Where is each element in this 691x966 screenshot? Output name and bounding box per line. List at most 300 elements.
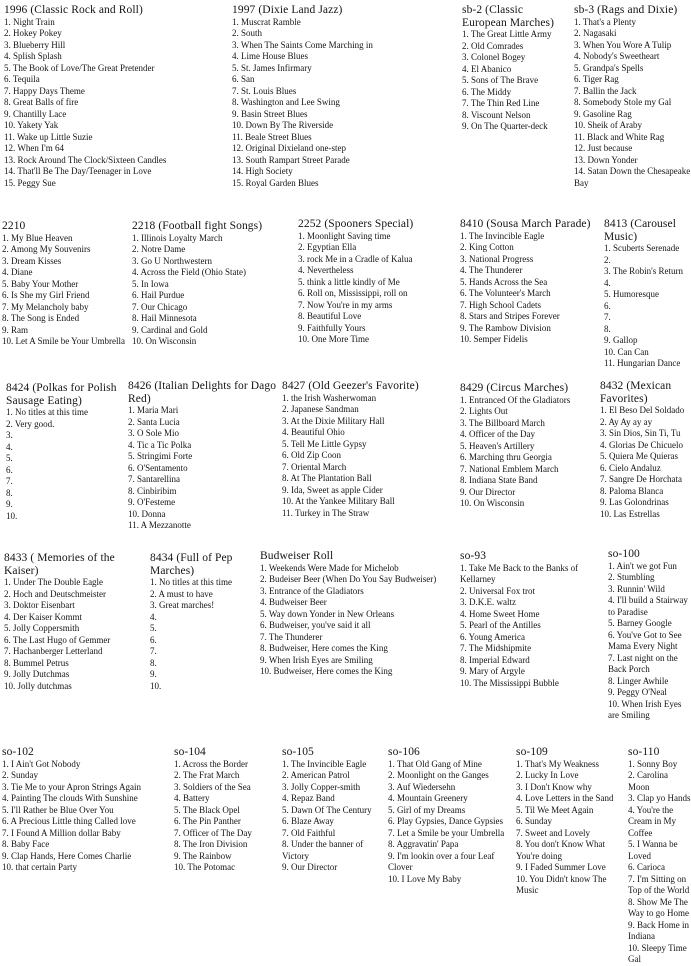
song-item: 10. Semper Fidelis — [460, 334, 528, 344]
song-list — [460, 563, 604, 690]
song-item: 3. National Progress — [460, 253, 534, 264]
song-item: 10. The Potomac — [174, 862, 236, 872]
song-item: 7. The Thin Red Line — [462, 98, 540, 108]
list-block-2252 — [298, 218, 458, 368]
song-item: 7. I Found A Million dollar Baby — [2, 827, 121, 838]
song-item: 10. When Irish Eyes are Smiling — [608, 698, 682, 720]
song-item: 4. Battery — [174, 793, 210, 803]
song-list — [462, 29, 570, 133]
list-block-2218 — [132, 220, 296, 370]
song-item: 7. Old Faithful — [282, 827, 336, 838]
song-item: 6. Is She my Girl Friend — [2, 290, 90, 300]
song-item: 9. Jolly Dutchmas — [4, 669, 70, 679]
song-item: 10. Yakety Yak — [4, 120, 59, 130]
song-item: 4. Glorias De Chicuelo — [600, 439, 683, 450]
song-item: 1. Night Train — [4, 16, 55, 27]
song-item: 6. Carioca — [628, 862, 665, 872]
block-title: 8413 (Carousel Music) — [604, 218, 676, 243]
song-list — [2, 759, 170, 874]
song-item: 7. National Emblem March — [460, 463, 559, 474]
song-item: 5. think a little kindly of Me — [298, 276, 400, 287]
song-item: 6. Young America — [460, 631, 525, 642]
list-block-so106 — [388, 746, 512, 936]
song-item: 7. Sangre De Horchata — [600, 474, 682, 484]
song-item: 10. At the Yankee Military Ball — [282, 496, 395, 506]
song-item: 8. Washington and Lee Swing — [232, 97, 340, 107]
song-item: 9. I Faded Summer Love — [516, 862, 606, 872]
list-block-8413 — [604, 218, 691, 376]
song-item: 4. Nevertheless — [298, 265, 354, 275]
song-item: 4. Tic a Tic Polka — [128, 439, 192, 450]
block-title: 8429 (Circus Marches) — [460, 382, 569, 394]
song-item: 9. Basin Street Blues — [232, 108, 308, 119]
song-list — [460, 395, 600, 510]
song-item: 3. rock Me in a Cradle of Kalua — [298, 253, 413, 264]
song-item: 1. No titles at this time — [150, 577, 232, 587]
song-item: 10. Las Estrellas — [600, 508, 660, 519]
block-title: sb-3 (Rags and Dixie) — [574, 4, 678, 16]
song-item: 2. South — [232, 28, 263, 38]
song-item: 7. Ballin the Jack — [574, 85, 637, 96]
song-item: 9. Gallop — [604, 335, 638, 345]
song-item: 8. At The Plantation Ball — [282, 473, 372, 483]
song-item: 5. Quiera Me Quieras — [600, 451, 678, 461]
song-list — [460, 231, 600, 346]
song-item: 9. Cardinal and Gold — [132, 324, 208, 335]
song-item: 10. Let A Smile be Your Umbrella — [2, 336, 125, 346]
song-item: 2. Hoch and Deutschmeister — [4, 588, 106, 599]
song-item: 13. Rock Around The Clock/Sixteen Candles — [4, 154, 167, 165]
list-block-so93 — [460, 550, 604, 718]
song-item: 11. Hungarian Dance — [604, 358, 681, 368]
song-item: 9. — [6, 499, 13, 509]
song-item: 4. Nobody's Sweetheart — [574, 51, 660, 61]
song-item: 1. the Irish Washerwoman — [282, 392, 377, 403]
block-title: so-105 — [282, 746, 314, 758]
song-item: 2. Lights Out — [460, 406, 508, 416]
song-item: 5. Pearl of the Antilles — [460, 620, 541, 630]
list-block-8429 — [460, 382, 600, 542]
song-item: 4. Diane — [2, 267, 33, 277]
song-list — [260, 563, 458, 678]
song-item: 3. Go U Northwestern — [132, 255, 212, 266]
song-item: 7. I'm Sitting on Top of the World — [628, 873, 690, 895]
song-item: 10. Sleepy Time Gal — [628, 942, 687, 964]
song-item: 8. The Iron Division — [174, 839, 248, 849]
song-item: 7. The Thunderer — [260, 631, 323, 642]
song-item: 6. — [604, 300, 611, 311]
song-item: 3. I Don't Know why — [516, 781, 592, 792]
song-item: 6. Hail Purdue — [132, 290, 185, 300]
song-list — [298, 231, 458, 346]
song-item: 6. Tequila — [4, 74, 40, 84]
song-item: 13. South Rampart Street Parade — [232, 154, 350, 165]
song-item: 3. Sin Dios, Sin Ti, Tu — [600, 428, 681, 438]
song-item: 1. The Invincible Eagle — [282, 758, 367, 769]
song-item: 1. Across the Border — [174, 758, 248, 769]
song-item: 7. Oriental March — [282, 461, 347, 472]
list-block-1996 — [4, 4, 228, 216]
song-item: 2. Japanese Sandman — [282, 404, 359, 414]
song-item: 3. Colonel Bogey — [462, 52, 526, 62]
song-item: 8. Under the banner of Victory — [282, 839, 364, 861]
song-item: 9. On The Quarter-deck — [462, 121, 548, 131]
song-item: 5. Dawn Of The Century — [282, 804, 372, 815]
song-item: 12. Original Dixieland one-step — [232, 143, 346, 153]
song-item: 10. Can Can — [604, 346, 649, 357]
song-item: 6. Sunday — [516, 816, 552, 826]
song-item: 4. Repaz Band — [282, 793, 335, 803]
song-item: 10. On Wisconsin — [460, 498, 525, 508]
song-item: 5. Heaven's Artillery — [460, 440, 535, 451]
list-block-so102 — [2, 746, 170, 936]
song-item: 5. Girl of my Dreams — [388, 804, 466, 815]
song-item: 3. When You Wore A Tulip — [574, 39, 672, 50]
song-item: 7. Santarellina — [128, 474, 180, 484]
block-title: sb-2 (Classic European Marches) — [462, 4, 555, 29]
block-title: 1997 (Dixie Land Jazz) — [232, 4, 343, 16]
song-item: 5. Barney Google — [608, 618, 672, 628]
song-item: 10. Sheik of Araby — [574, 120, 642, 130]
song-item: 5. Jolly Coppersmith — [4, 623, 80, 633]
song-item: 7. Last night on the Back Porch — [608, 652, 678, 674]
song-list — [232, 17, 460, 190]
song-item: 8. Baby Face — [2, 839, 50, 849]
song-item: 2. Notre Dame — [132, 244, 186, 254]
song-item: 4. Budweiser Beer — [260, 597, 327, 607]
song-item: 5. The Black Opel — [174, 804, 240, 815]
song-item: 9. Our Director — [282, 862, 338, 872]
song-item: 7. The Midshipmite — [460, 643, 532, 653]
song-item: 11. Beale Street Blues — [232, 131, 312, 142]
song-item: 8. The Song is Ended — [2, 313, 80, 323]
song-item: 8. Bummel Petrus — [4, 657, 69, 668]
song-item: 7. Let a Smile be your Umbrella — [388, 827, 505, 838]
song-item: 3. Soldiers of the Sea — [174, 781, 251, 792]
list-block-so105 — [282, 746, 386, 936]
song-item: 2. Carolina Moon — [628, 770, 668, 792]
song-item: 7. High School Cadets — [460, 299, 541, 310]
song-list — [128, 405, 278, 532]
song-item: 8. Aggravatin' Papa — [388, 839, 459, 849]
song-item: 6. You've Got to See Mama Every Night — [608, 629, 682, 651]
song-item: 7. Sweet and Lovely — [516, 827, 590, 838]
song-item: 12. When I'm 64 — [4, 143, 64, 153]
song-list — [388, 759, 512, 886]
song-item: 6. Play Gypsies, Dance Gypsies — [388, 816, 503, 826]
list-block-8424 — [6, 382, 124, 540]
song-item: 5. Hands Across the Sea — [460, 276, 548, 287]
song-item: 8. — [6, 487, 13, 498]
song-item: 11. Black and White Rag — [574, 131, 665, 142]
song-item: 8. Budweiser, Here comes the King — [260, 643, 388, 653]
block-title: Budweiser Roll — [260, 550, 334, 562]
song-item: 2. Egyptian Ella — [298, 242, 357, 252]
song-item: 3. Blueberry Hill — [4, 39, 66, 50]
song-item: 9. Faithfully Yours — [298, 322, 366, 333]
song-item: 3. The Robin's Return — [604, 266, 683, 276]
song-item: 1. That Old Gang of Mine — [388, 758, 482, 769]
song-item: 9. Gasoline Rag — [574, 108, 632, 119]
song-item: 2. Very good. — [6, 418, 55, 429]
song-item: 7. Now You're in my arms — [298, 299, 393, 310]
song-item: 7. Our Chicago — [132, 301, 188, 312]
song-item: 6. Tiger Rag — [574, 74, 619, 84]
song-list — [282, 759, 386, 874]
block-title: 8427 (Old Geezer's Favorite) — [282, 380, 419, 392]
song-item: 9. Chantilly Lace — [4, 108, 67, 119]
song-item: 6. The Pin Panther — [174, 816, 241, 826]
song-item: 8. Paloma Blanca — [600, 485, 664, 496]
song-item: 2. American Patrol — [282, 770, 350, 780]
song-item: 5. Til We Meet Again — [516, 804, 594, 815]
song-list — [150, 577, 256, 692]
song-item: 14. That'll Be The Day/Teenager in Love — [4, 166, 152, 176]
song-item: 2. Lucky In Love — [516, 770, 579, 780]
song-item: 1. That's My Weakness — [516, 758, 600, 769]
song-item: 3. D.K.E. waltz — [460, 597, 516, 607]
song-list — [608, 561, 691, 722]
song-item: 9. When Irish Eyes are Smiling — [260, 654, 373, 665]
song-item: 9. Peggy O'Neal — [608, 687, 667, 697]
song-item: 1. Sonny Boy — [628, 758, 678, 769]
block-title: 8410 (Sousa March Parade) — [460, 218, 591, 230]
song-item: 2. Stumbling — [608, 572, 655, 582]
song-item: 1. Illinois Loyalty March — [132, 232, 223, 243]
block-title: 8432 (Mexican Favorites) — [600, 380, 672, 405]
song-item: 3. Tie Me to your Apron Strings Again — [2, 781, 142, 792]
song-item: 8. Hail Minnesota — [132, 313, 197, 323]
song-item: 2. Ay Ay ay ay — [600, 416, 653, 427]
song-item: 9. Clap Hands, Here Comes Charlie — [2, 850, 132, 861]
song-item: 1. That's a Plenty — [574, 16, 636, 27]
song-item: 8. Cinbiribim — [128, 485, 177, 496]
list-block-so110 — [628, 746, 691, 964]
song-list — [516, 759, 624, 897]
song-item: 2. Universal Fox trot — [460, 585, 535, 596]
song-item: 4. — [604, 277, 611, 288]
song-list — [4, 17, 228, 190]
song-item: 1. My Blue Heaven — [2, 232, 73, 243]
song-item: 8. Beautiful Love — [298, 311, 362, 321]
list-block-2210 — [2, 220, 130, 370]
song-item: 2. A must to have — [150, 588, 213, 599]
song-item: 6. Old Zip Coon — [282, 450, 342, 460]
song-item: 10. One More Time — [298, 334, 370, 344]
block-title: so-93 — [460, 550, 487, 562]
song-item: 8. Great Balls of fire — [4, 97, 79, 107]
song-item: 10. The Mississippi Bubble — [460, 677, 559, 688]
song-item: 3. Entrance of the Gladiators — [260, 585, 364, 596]
song-item: 10. On Wisconsin — [132, 336, 197, 346]
block-title: so-106 — [388, 746, 420, 758]
song-item: 12. Just because — [574, 143, 633, 153]
song-item: 2. Moonlight on the Ganges — [388, 770, 489, 780]
song-item: 4. Mountain Greenery — [388, 793, 468, 803]
song-item: 9. Our Director — [460, 486, 516, 497]
song-item: 2. Santa Lucia — [128, 416, 180, 427]
song-item: 5. Stringimi Forte — [128, 451, 193, 461]
song-item: 5. In Iowa — [132, 278, 169, 289]
list-block-budweiser — [260, 550, 458, 720]
song-item: 1. Maria Mari — [128, 405, 179, 415]
block-title: 8434 (Full of Pep Marches) — [150, 552, 233, 577]
list-block-so104 — [174, 746, 280, 936]
song-item: 9. Las Golondrinas — [600, 497, 669, 507]
song-item: 4. Der Kaiser Kommt — [4, 611, 82, 622]
song-item: 5. Baby Your Mother — [2, 278, 79, 289]
song-item: 4. Lime House Blues — [232, 51, 308, 61]
song-item: 6. Budweiser, you've said it all — [260, 620, 371, 630]
song-item: 10. I Love My Baby — [388, 873, 462, 884]
song-item: 6. The Last Hugo of Gemmer — [4, 634, 111, 645]
block-title: 2252 (Spooners Special) — [298, 218, 414, 230]
song-item: 15. Peggy Sue — [4, 177, 56, 188]
list-block-so100 — [608, 548, 691, 726]
song-item: 2. Old Comrades — [462, 40, 524, 51]
song-item: 2. Nagasaki — [574, 28, 617, 38]
block-title: 8426 (Italian Delights for Dago Red) — [128, 380, 277, 405]
song-item: 3. The Billboard March — [460, 417, 545, 428]
song-item: 11. Turkey in The Straw — [282, 507, 370, 518]
song-item: 4. — [6, 441, 13, 452]
song-item: 4. — [150, 611, 157, 622]
block-title: so-102 — [2, 746, 34, 758]
song-item: 3. — [6, 430, 13, 440]
song-item: 1. Scuberts Serenade — [604, 243, 680, 253]
song-item: 3. Runnin' Wild — [608, 583, 665, 594]
song-item: 8. Viscount Nelson — [462, 109, 531, 120]
song-item: 9. Ida, Sweet as apple Cider — [282, 484, 383, 495]
song-item: 9. — [150, 669, 157, 679]
song-item: 1. Entranced Of the Gladiators — [460, 394, 571, 405]
song-item: 10. that certain Party — [2, 862, 77, 872]
block-title: 2210 — [2, 220, 26, 232]
song-item: 8. — [150, 657, 157, 668]
song-item: 1. Under The Double Eagle — [4, 577, 104, 587]
song-item: 1. Moonlight Saving time — [298, 230, 391, 241]
list-block-1997 — [232, 4, 460, 224]
song-item: 2. Hokey Pokey — [4, 28, 62, 38]
block-title: so-109 — [516, 746, 548, 758]
song-item: 10. Donna — [128, 508, 166, 519]
song-item: 14. Satan Down the Chesapeake Bay — [574, 166, 691, 188]
song-item: 2. The Frat March — [174, 770, 240, 780]
song-item: 5. Humoresque — [604, 289, 659, 299]
song-item: 5. — [150, 623, 157, 633]
list-block-8432 — [600, 380, 691, 540]
song-item: 4. El Abanico — [462, 63, 512, 74]
song-item: 3. When The Saints Come Marching in — [232, 39, 373, 50]
song-item: 9. I'm lookin over a four Leaf Clover — [388, 850, 495, 872]
song-item: 4. Officer of the Day — [460, 429, 536, 439]
song-item: 3. At the Dixie Military Hall — [282, 415, 385, 426]
song-list — [604, 243, 691, 370]
block-title: 2218 (Football fight Songs) — [132, 220, 263, 232]
song-item: 4. The Thunderer — [460, 265, 523, 275]
song-item: 7. My Melancholy baby — [2, 301, 89, 312]
song-item: 5. Tell Me Little Gypsy — [282, 438, 367, 449]
song-item: 4. Splish Splash — [4, 51, 62, 61]
song-item: 9. Mary of Argyle — [460, 666, 525, 676]
song-item: 8. Stars and Stripes Forever — [460, 311, 560, 321]
song-item: 3. Clap yo Hands — [628, 793, 691, 803]
song-item: 5. I Wanna be Loved — [628, 839, 678, 861]
song-list — [600, 405, 691, 520]
song-item: 8. You don't Know What You're doing — [516, 839, 605, 861]
song-item: 3. Great marches! — [150, 600, 215, 610]
song-item: 2. Budeiser Beer (When Do You Say Budweiser) — [260, 574, 437, 584]
list-block-8427 — [282, 380, 456, 540]
song-item: 8. Show Me The Way to go Home — [628, 896, 690, 918]
song-item: 3. O Sole Mio — [128, 428, 180, 438]
song-item: 4. You're the Cream in My Coffee — [628, 804, 676, 838]
song-item: 6. — [6, 464, 13, 475]
song-item: 9. The Rambow Division — [460, 322, 551, 333]
song-item: 6. O'Sentamento — [128, 462, 188, 473]
song-item: 5. I'll Rather be Blue Over You — [2, 804, 114, 815]
list-block-sb2 — [462, 4, 570, 214]
song-item: 10. — [6, 510, 18, 521]
song-list — [574, 17, 691, 190]
song-list — [132, 233, 296, 348]
song-item: 1. El Beso Del Soldado — [600, 405, 685, 415]
song-item: 3. Dream Kisses — [2, 255, 62, 266]
song-item: 10. Jolly dutchmas — [4, 680, 72, 691]
song-item: 7. — [150, 646, 157, 656]
song-list — [6, 407, 124, 522]
song-item: 1. The Great Little Army — [462, 29, 552, 39]
song-list — [2, 233, 130, 348]
song-item: 4. Beautiful Ohio — [282, 427, 345, 437]
list-block-so109 — [516, 746, 624, 936]
song-item: 2. King Cotton — [460, 242, 514, 252]
block-title: 8433 ( Memories of the Kaiser) — [4, 552, 115, 577]
song-item: 8. Somebody Stole my Gal — [574, 97, 672, 107]
block-title: so-104 — [174, 746, 206, 758]
list-block-8410 — [460, 218, 600, 376]
song-item: 9. The Rainbow — [174, 850, 232, 861]
block-title: so-100 — [608, 548, 640, 560]
song-item: 4. Across the Field (Ohio State) — [132, 267, 246, 277]
song-item: 7. — [604, 312, 611, 322]
song-item: 10. — [150, 680, 162, 691]
song-item: 5. Grandpa's Spells — [574, 62, 644, 73]
song-list — [174, 759, 280, 874]
song-item: 1. Ain't we got Fun — [608, 560, 677, 571]
song-item: 5. — [6, 453, 13, 463]
song-item: 9. Ram — [2, 324, 28, 335]
song-item: 8. Indiana State Band — [460, 475, 538, 485]
song-item: 1. The Invincible Eagle — [460, 230, 545, 241]
list-block-sb3 — [574, 4, 691, 214]
block-title: 1996 (Classic Rock and Roll) — [4, 4, 143, 16]
block-title: 8424 (Polkas for Polish Sausage Eating) — [6, 382, 117, 407]
song-list — [628, 759, 691, 966]
song-item: 4. Home Sweet Home — [460, 608, 540, 619]
song-list — [4, 577, 122, 692]
song-item: 8. — [604, 323, 611, 334]
song-item: 5. Sons of The Brave — [462, 75, 539, 85]
list-block-8434 — [150, 552, 256, 742]
song-item: 4. Love Letters in the Sand — [516, 793, 614, 803]
song-item: 6. The Volunteer's March — [460, 288, 551, 298]
song-item: 6. The Middy — [462, 86, 512, 97]
song-item: 10. You Didn't know The Music — [516, 873, 607, 895]
song-item: 13. Down Yonder — [574, 154, 638, 165]
song-item: 6. Roll on, Mississippi, roll on — [298, 288, 408, 298]
song-item: 5. St. James Infirmary — [232, 62, 312, 73]
